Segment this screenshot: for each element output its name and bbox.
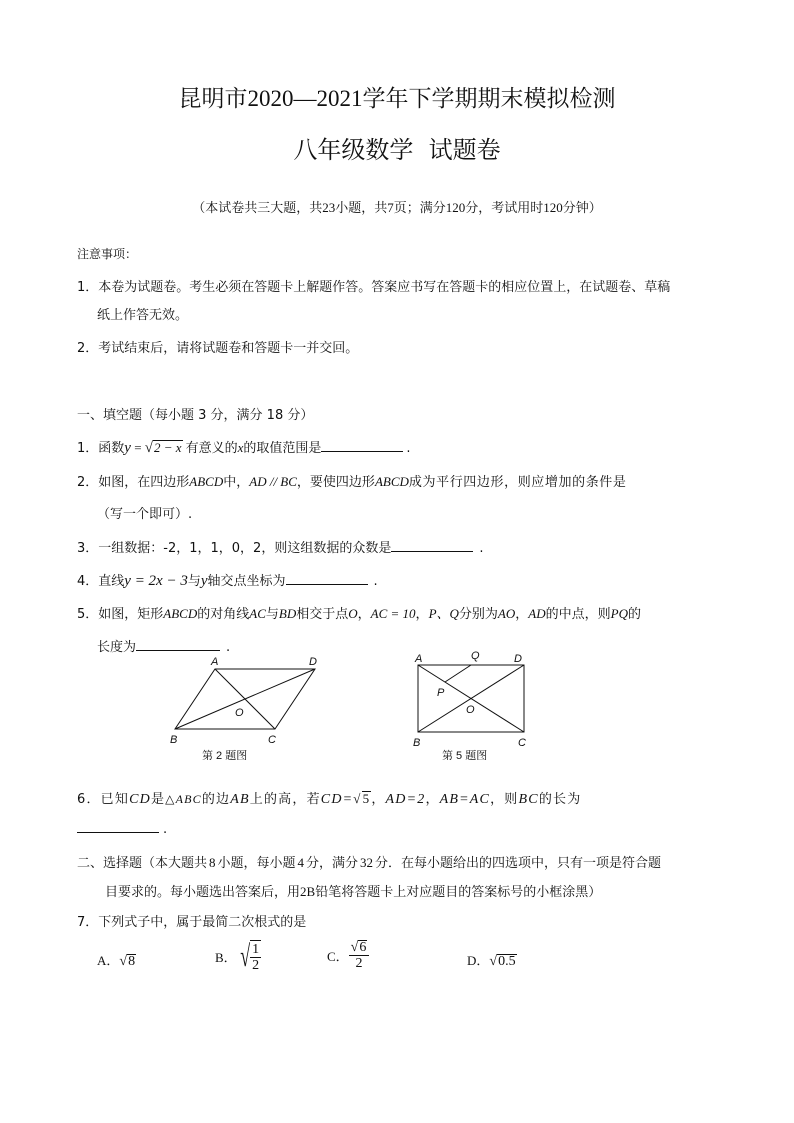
- question-1: [77, 437, 411, 457]
- fig1-caption: 第 2 题图: [202, 750, 248, 760]
- question-5-cont: [97, 636, 230, 655]
- q6-cd: CD: [129, 792, 151, 807]
- option-b-fraction: [250, 942, 261, 973]
- info-page-count: 7: [387, 200, 394, 215]
- q6-text-f: ，: [425, 792, 440, 807]
- figure-q2: [160, 654, 340, 760]
- option-b-numerator: 1: [252, 942, 260, 957]
- option-a-radicand: 8: [128, 954, 136, 969]
- q6-text-h: 的长为: [538, 792, 582, 807]
- q5-text-b: 的对角线: [197, 607, 250, 622]
- option-c[interactable]: [327, 940, 369, 971]
- fig2-label-p: P: [437, 687, 445, 699]
- q6-text-d: 上的高，若: [249, 792, 321, 807]
- q2-condition: AD // BC: [249, 474, 297, 489]
- q6-text-a: 6．已知: [77, 792, 130, 807]
- fig1-label-d: D: [309, 656, 317, 668]
- q4-end: .: [373, 574, 378, 589]
- q6-triangle: △ABC: [165, 792, 202, 806]
- option-c-numerator: 6: [359, 940, 367, 955]
- q5-abcd: ABCD: [163, 606, 198, 621]
- q3-answer-blank[interactable]: [391, 539, 473, 552]
- q4-expr: y = 2x − 3: [124, 573, 188, 589]
- q5-o: O: [348, 606, 358, 621]
- question-5: [77, 603, 641, 622]
- q5-line2: 长度为: [97, 640, 137, 655]
- q5-text-i: 的中点，则: [545, 607, 611, 622]
- q2-text-c: ，要使四边形: [296, 475, 375, 490]
- q6-text-g: ，则: [490, 792, 519, 807]
- q5-ao: AO: [497, 606, 516, 621]
- s2-heading-c: 分，满分: [306, 856, 359, 871]
- s2-heading-b: 小题，每小题: [217, 856, 296, 871]
- q5-end: .: [226, 640, 231, 655]
- q4-text-b: 与: [187, 574, 201, 589]
- q2-text-a: 2．如图，在四边形: [77, 475, 190, 490]
- page-subtitle: 八年级数学 试题卷: [293, 136, 501, 164]
- fig2-label-o: O: [466, 704, 475, 716]
- info-full-score: 120: [445, 200, 466, 215]
- q2-abcd: ABCD: [189, 474, 224, 489]
- q5-ac10: AC = 10: [370, 606, 416, 621]
- q6-radicand: 5: [362, 791, 371, 806]
- fig2-caption: 第 5 题图: [442, 750, 488, 760]
- q4-text-a: 4．直线: [77, 574, 125, 589]
- notice-item-2: 2．考试结束后，请将试题卷和答题卡一并交回。: [77, 341, 359, 356]
- q6-end: .: [163, 822, 168, 837]
- q6-text-b: 是: [150, 792, 166, 807]
- notice-item-1-cont: 纸上作答无效。: [97, 308, 189, 323]
- option-b-label: B．: [215, 950, 237, 965]
- q6-ab: AB: [230, 792, 250, 807]
- q1-answer-blank[interactable]: [321, 439, 403, 452]
- exam-info: [0, 197, 794, 216]
- section1-heading: 一、填空题（每小题 3 分，满分 18 分）: [77, 408, 314, 423]
- q5-text-a: 5．如图，矩形: [77, 607, 164, 622]
- q1-text-c: 的取值范围是: [243, 441, 322, 456]
- fig1-label-c: C: [268, 734, 276, 746]
- s2-question-count: 8: [209, 855, 216, 870]
- q1-text-a: 1．函数: [77, 441, 125, 456]
- option-d-sqrt-sign: √: [489, 954, 498, 969]
- question-4: [77, 570, 378, 590]
- q3-text: 3．一组数据：-2，1，1，0，2，则这组数据的众数是: [77, 541, 392, 556]
- q5-text-e: ，: [357, 607, 371, 622]
- s2-line2-b: 铅笔将答题卡上对应题目的答案标号的小框涂黑）: [315, 885, 602, 900]
- figure-q5: [405, 648, 535, 760]
- q5-ad: AD: [528, 606, 546, 621]
- fig2-label-b: B: [413, 737, 421, 749]
- q5-pq-2: PQ: [610, 606, 628, 621]
- option-c-denominator: 2: [355, 956, 363, 971]
- option-a-sqrt-sign: √: [119, 954, 128, 969]
- option-c-label: C．: [327, 949, 349, 964]
- question-2: [77, 471, 627, 490]
- notice-heading: 注意事项：: [77, 247, 138, 261]
- option-d-label: D．: [467, 953, 490, 968]
- q5-bd: BD: [278, 606, 297, 621]
- q4-answer-blank[interactable]: [286, 572, 368, 585]
- q5-text-g: 分别为: [458, 607, 498, 622]
- q5-text-j: 的: [627, 607, 641, 622]
- q6-abac: AB=AC: [439, 792, 491, 807]
- q6-bc: BC: [518, 792, 539, 807]
- option-b-sqrt-sign: √: [239, 939, 250, 973]
- option-b-denominator: 2: [252, 958, 260, 973]
- q6-answer-blank[interactable]: [77, 820, 159, 833]
- notice-item-1: 1．本卷为试题卷。考生必须在答题卡上解题作答。答案应书写在答题卡的相应位置上，在试题卷、草稿: [77, 280, 671, 295]
- fig2-label-q: Q: [471, 650, 480, 662]
- q1-var-x: x: [237, 440, 244, 455]
- fig1-label-b: B: [170, 734, 178, 746]
- info-question-count: 23: [322, 200, 336, 215]
- q4-var-y: y: [200, 573, 208, 589]
- q6-cd-eq: CD=: [320, 792, 354, 807]
- q2-abcd-2: ABCD: [374, 474, 409, 489]
- q5-answer-blank[interactable]: [136, 638, 220, 651]
- q6-ad: AD=2: [385, 792, 426, 807]
- option-c-sqrt-sign: √: [350, 940, 359, 955]
- option-a[interactable]: [97, 950, 136, 970]
- section2-heading-cont: [105, 881, 601, 900]
- question-2-cont: （写一个即可）.: [97, 507, 193, 522]
- info-b: 小题，共: [335, 201, 388, 216]
- q5-text-f: ，: [415, 607, 429, 622]
- s2-points-each: 4: [297, 855, 305, 870]
- fig2-label-c: C: [518, 737, 526, 749]
- fig2-segment-pq: [445, 665, 471, 682]
- title-suffix: 学年下学期期末模拟检测: [362, 86, 616, 112]
- question-3: [77, 537, 483, 556]
- q4-text-c: 轴交点坐标为: [207, 574, 286, 589]
- section2-heading: [77, 852, 661, 871]
- q1-end: .: [406, 441, 411, 456]
- question-7: 7．下列式子中，属于最简二次根式的是: [77, 915, 307, 930]
- page-title: [0, 80, 794, 113]
- q3-end: .: [479, 541, 484, 556]
- info-duration: 120: [543, 200, 563, 215]
- q1-eq: =: [130, 440, 145, 455]
- fig1-label-a: A: [211, 656, 219, 668]
- q6-text-e: ，: [371, 792, 386, 807]
- q5-pq: P、Q: [428, 606, 459, 621]
- q2-text-d: 成为平行四边形，则应增加的条件是: [408, 475, 627, 490]
- s2-heading-a: 二、选择题（本大题共: [77, 856, 208, 871]
- fig2-label-a: A: [415, 653, 423, 665]
- q1-text-b: 有意义的: [185, 441, 238, 456]
- s2-full-score: 32: [360, 855, 374, 870]
- info-e: 分钟）: [562, 201, 602, 216]
- option-a-label: A．: [97, 953, 120, 968]
- s2-pencil: 2B: [300, 884, 316, 899]
- q6-sqrt-sign: √: [353, 791, 362, 806]
- option-d-radicand: 0.5: [498, 954, 516, 969]
- q5-ac: AC: [249, 606, 266, 621]
- question-6-cont: [77, 820, 167, 837]
- title-years: 2020—2021: [247, 86, 363, 111]
- q1-var-y: y: [124, 440, 131, 456]
- fig1-diagonal-bd: [175, 669, 315, 729]
- q5-text-c: 与: [265, 607, 279, 622]
- option-b[interactable]: [215, 940, 261, 973]
- s2-line2-a: 目要求的。每小题选出答案后，用: [105, 885, 301, 900]
- option-c-numerator-wrap: [349, 940, 370, 956]
- fig1-label-o: O: [235, 707, 244, 719]
- info-a: （本试卷共三大题，共: [192, 201, 323, 216]
- fig2-label-d: D: [514, 653, 522, 665]
- question-6: [77, 788, 581, 808]
- info-c: 页；满分: [393, 201, 446, 216]
- q5-text-h: ，: [515, 607, 529, 622]
- q6-text-c: 的边: [201, 792, 231, 807]
- info-d: 分，考试用时: [465, 201, 544, 216]
- q2-text-b: 中，: [223, 475, 250, 490]
- option-c-fraction: [349, 940, 370, 971]
- title-prefix: 昆明市: [178, 86, 248, 112]
- s2-heading-d: 分．在每小题给出的四选项中，只有一项是符合题: [375, 856, 662, 871]
- q1-radicand: 2 − x: [154, 440, 182, 455]
- q1-sqrt-sign: √: [144, 440, 154, 456]
- option-d[interactable]: [467, 950, 517, 970]
- q5-text-d: 相交于点: [296, 607, 349, 622]
